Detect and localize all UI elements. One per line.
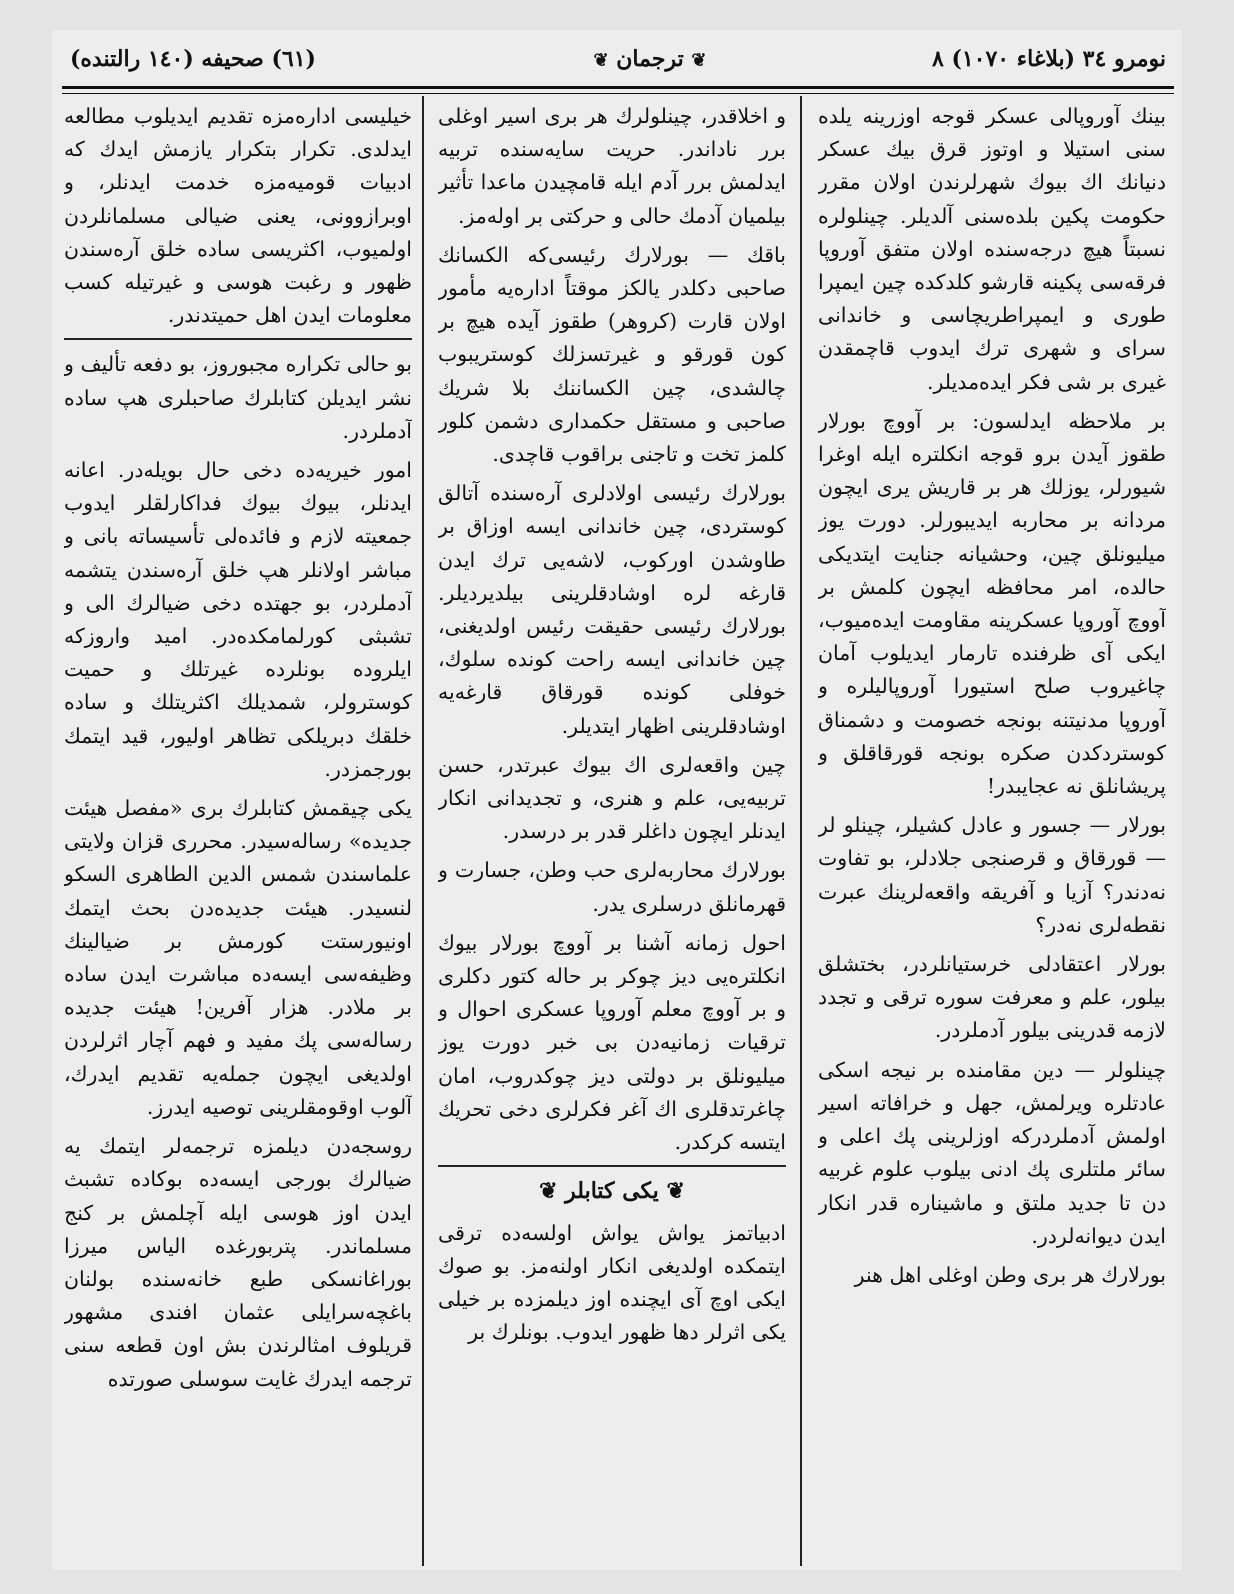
column-right xyxy=(818,100,1166,1560)
paragraph: بورلارك رئيسى اولادلرى آره‌سنده آتالق كوستردى، چين خاندانى ايسه اوزاق بر طاوشدن اوركوب، لاشه‌يى ترك ايدن قارغه لره اوشادقلرينى بيلديرديلر. بورلارك رئيسى حقيقت رئيس اولديغنى، چين خاندانى ايسه راحت كونده سلوك، خوفلى كونده قورقاق قارغه‌يه اوشادقلرينى اظهار ايتديلر. xyxy=(438,481,786,738)
page-header xyxy=(60,38,1176,88)
ornament-icon: ❦ xyxy=(691,50,707,71)
paragraph: بورلارك هر برى وطن اوغلى اهل هنر xyxy=(854,1262,1166,1287)
header-rule xyxy=(62,86,1174,89)
section-title: يكى كتابلر xyxy=(565,1178,659,1205)
header-rule-thin xyxy=(62,93,1174,94)
paragraph: چين واقعه‌لرى اك بيوك عبرتدر، حسن تربيه‌يى، علم و هنرى، و تجديدانى انكار ايدنلر ايچون داغلر قدر بر درسدر. xyxy=(438,752,786,844)
column-divider xyxy=(422,96,424,1566)
ornament-icon: ❦ xyxy=(539,1178,558,1205)
paragraph: امور خيريه‌ده دخى حال بويله‌در. اعانه ايدنلر، بيوك بيوك فداكارلقلر ايدوب جمعيته لازم و فائده‌لى تأسيساته بانى و مباشر اولانلر هپ خلق آره‌سندن يتشمه آدملردر، بو جهتده دخى ضيالرك الى و تشبثى كورلمامكده‌در. اميد واروزكه ايلروده بونلرده غيرتلك و حميت كوسترولر، شمديلك اكثريتلك و ساده خلقك دبريلكى تظاهر اوليور، قيد ايتمك بورجمزدر. xyxy=(64,458,412,781)
page-number: (٦١) صحيفه (١٤٠ رالتنده) xyxy=(70,46,316,72)
paragraph: ادبياتمز يواش يواش اولسه‌ده ترقى ايتمكده اولديغى انكار اولنه‌مز. بو صوك ايكى اوچ آى ايچنده اوز ديلمزده بر خيلى يكى اثرلر دها ظهور ايدوب. بونلرك بر xyxy=(438,1220,786,1345)
ornament-icon: ❦ xyxy=(666,1178,685,1205)
paragraph: خيليسى اداره‌مزه تقديم ايديلوب مطالعه ايدلدى. تكرار بتكرار يازمش ايدك كه ادبيات قوميه‌مزه خدمت ايدنلر، و اوبرازوونى، يعنى ضيالى مسلمانلردن اولميوب، اكثريسى ساده خلق آره‌سندن ظهور و رغبت هوسى و غيرتيله كسب معلومات ايدن اهل حميتدندر. xyxy=(64,104,412,328)
column-middle xyxy=(438,100,786,1560)
paragraph: بورلار — جسور و عادل كشيلر، چينلو لر — قورقاق و قرصنجى جلادلر، بو تفاوت نه‌دندر؟ آزيا و آفريقه واقعه‌لرينك عبرت نقطه‌لرى نه‌در؟ xyxy=(818,813,1166,937)
paragraph: و اخلاقدر، چينلولرك هر برى اسير اوغلى برر ناداندر. حريت سايه‌سنده تربيه ايدلمش برر آدم ايله قامچيدن ماعدا تأثير بيلميان آدمك حالى و حركتى بر اوله‌مز. xyxy=(438,104,786,228)
issue-number: نومرو ٣٤ (بلاغاء ١٠٧٠) ٨ xyxy=(931,46,1166,72)
paragraph: باقك — بورلارك رئيسى‌كه الكسانك صاحبى دكلدر يالكز موقتاً اداره‌يه مأمور اولان قارت (كروهر) طقوز آيده هيچ بر كون قورقو و غيرتسزلك كوستريبوب چالشدى، چين الكساننك بلا شريك صاحبى و مستقل حكمدارى دشمن كلور كلمز تخت و تاجنى براقوب قاچدى. xyxy=(438,242,786,467)
paragraph: بورلار اعتقادلى خرستيانلردر، بختشلق بيلور، علم و معرفت سوره ترقى و تجدد لازمه قدرينى بيلور آدملردر. xyxy=(818,952,1166,1043)
section-divider xyxy=(438,1165,786,1167)
column-divider xyxy=(800,96,802,1566)
paragraph: چينلولر — دين مقامنده بر نيجه اسكى عادتلره ويرلمش، جهل و خرافاته اسير اولمش آدملردركه اوزلرينى پك اعلى و سائر ملتلرى پك ادنى بيلوب علوم غربيه دن تا جديد ملتق و ماشيناره قدر انكار ايدن ديوانه‌لردر. xyxy=(818,1057,1166,1248)
section-heading xyxy=(438,1175,786,1208)
paragraph: احول زمانه آشنا بر آووچ بورلار بيوك انكلتره‌يى ديز چوكر بر حاله كتور دكلرى و بر آووچ معلم آوروپا عسكرى احوال و ترقيات زمانيه‌دن بى خبر دورت يوز ميليونلق بر دولتى ديز چوكدروب، امان چاغرتدقلرى اك آغر فكرلرى دخى تحريك ايتسه كركدر. xyxy=(438,930,786,1155)
paragraph: روسجه‌دن ديلمزه ترجمه‌لر ايتمك يه ضيالرك بورجى ايسه‌ده بوكاده تشبث ايدن اوز هوسى ايله آچلمش بر كنج مسلماندر. پتربورغده الياس ميرزا بوراغانسكى طبع خانه‌سنده بولنان باغچه‌سرايلى عثمان افندى مشهور قريلوف امثالرندن بش اون قطعه سنى ترجمه ايدرك غايت سوسلى صورتده xyxy=(64,1134,412,1391)
paragraph: بورلارك محاربه‌لرى حب وطن، جسارت و قهرمانلق درسلرى يدر. xyxy=(438,858,786,916)
paragraph: بو حالى تكراره مجبوروز، بو دفعه تأليف و نشر ايديلن كتابلرك صاحبلرى هپ ساده آدملردر. xyxy=(64,352,412,443)
paragraph: بينك آوروپالى عسكر قوجه اوزرينه يلده سنى استيلا و اوتوز قرق بيك عسكر دنيانك اك بيوك شهرلرندن اولان مقرر حكومت پكين بلده‌سنى آلديلر. چينلولره نسبتاً هيچ درجه‌سنده اولان متفق آوروپا فرقه‌سى پكينه قارشو كلدكده چين ايمپرا طورى و ايمپراطريچاسى و خاندانى سراى و شهرى ترك ايدوب قاچمقدن غيرى بر شى فكر ايده‌مديلر. xyxy=(818,104,1166,394)
section-divider xyxy=(64,338,412,340)
masthead xyxy=(580,46,720,72)
paragraph: بر ملاحظه ايدلسون: بر آووچ بورلار طقوز آيدن برو قوجه انكلتره ايله اوغرا شيورلر، يوزلك هر بر قاريش يرى ايچون مردانه بر محاربه ايديبورلر. دورت يوز ميليونلق چين، وحشيانه جنايت ايتديكى حالده، امر محافظه ايچون كلمش بر آووچ آوروپا عسكرينه مقاومت ايده‌ميوب، ايكى آى ظرفنده تارمار ايديلوب آمان چاغيروب صلح استيورا آوروپاليلره و آوروپا مدنيتنه بونجه خصومت و دشمناق كوستردكدن صكره بونجه قورقاقلق و پريشانلق نه عجايبدر! xyxy=(818,408,1166,799)
paragraph: يكى چيقمش كتابلرك برى «مفصل هيئت جديده» رساله‌سيدر. محررى قزان ولايتى علماسندن شمس الدين الطاهرى السكو لنسيدر. هيئت جديده‌دن بحث ايتمك اونيورستت كورمش بر ضيالينك وظيفه‌سى ايسه‌ده مباشرت ايدن ساده بر ملادر. هزار آفرين! هيئت جديده رساله‌سى پك مفيد و فهم آچار اثرلردن اولديغى ايچون جمله‌يه تقديم ايدرك، آلوب اوقومقلرينى توصيه ايدرز. xyxy=(64,796,412,1119)
newspaper-title: ترجمان xyxy=(616,46,684,72)
column-left xyxy=(64,100,412,1560)
ornament-icon: ❦ xyxy=(593,50,609,71)
